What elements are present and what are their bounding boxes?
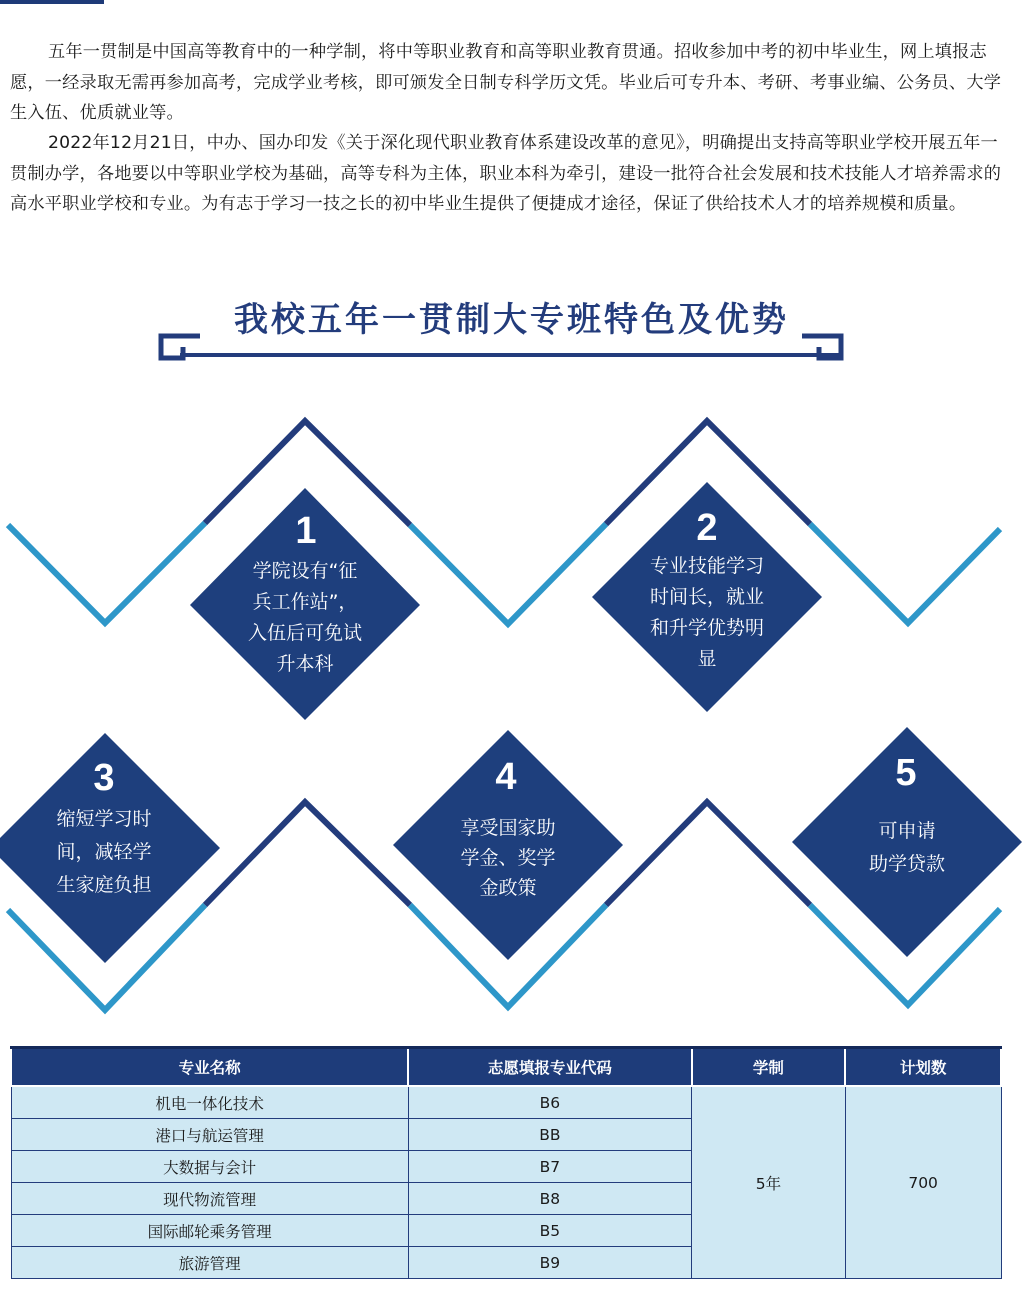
header-major-code: 志愿填报专业代码 <box>408 1048 691 1087</box>
intro-paragraph-1: 五年一贯制是中国高等教育中的一种学制，将中等职业教育和高等职业教育贯通。招收参加中考的初中毕业生，网上填报志愿，一经录取无需再参加高考，完成学业考核，即可颁发全日制专科学历文凭。毕业后可专升本、考研、考事业编、公务员、大学生入伍、优质就业等。 <box>10 42 1002 123</box>
major-name-cell: 现代物流管理 <box>11 1183 408 1215</box>
feature-4-line: 学金、奖学 <box>460 847 556 869</box>
features-diamond-graphic <box>0 400 1023 1030</box>
feature-1-number: 1 <box>295 510 317 552</box>
major-name-cell: 国际邮轮乘务管理 <box>11 1215 408 1247</box>
header-plan-count: 计划数 <box>845 1048 1001 1087</box>
major-code-cell: B5 <box>408 1215 691 1247</box>
feature-4-number: 4 <box>495 756 517 798</box>
feature-5-line: 可申请 <box>878 820 936 842</box>
feature-1-line: 入伍后可免试 <box>247 622 362 644</box>
feature-2-line: 和升学优势明 <box>649 617 764 639</box>
feature-5-line: 助学贷款 <box>868 853 945 875</box>
feature-1-text <box>215 556 395 680</box>
section-title: 我校五年一贯制大专班特色及优势 <box>234 300 789 340</box>
feature-3-text <box>14 803 194 902</box>
title-frame-ornament <box>0 320 1023 365</box>
feature-1-line: 升本科 <box>276 653 334 675</box>
major-name-cell: 港口与航运管理 <box>11 1119 408 1151</box>
feature-2-line: 时间长，就业 <box>649 586 764 608</box>
feature-4-line: 享受国家助 <box>460 817 556 839</box>
duration-cell: 5年 <box>692 1086 846 1279</box>
major-code-cell: B8 <box>408 1183 691 1215</box>
feature-5-number: 5 <box>895 752 917 794</box>
major-name-cell: 机电一体化技术 <box>11 1086 408 1119</box>
feature-2-number: 2 <box>696 507 718 549</box>
major-name-cell: 旅游管理 <box>11 1247 408 1279</box>
plan-count-cell: 700 <box>845 1086 1001 1279</box>
major-name-cell: 大数据与会计 <box>11 1151 408 1183</box>
majors-table <box>10 1046 1002 1279</box>
feature-1-line: 兵工作站”， <box>252 591 358 613</box>
intro-paragraph-2: 2022年12月21日，中办、国办印发《关于深化现代职业教育体系建设改革的意见》，明确提出支持高等职业学校开展五年一贯制办学，各地要以中等职业学校为基础，高等专科为主体，职业本科为牵引，建设一批符合社会发展和技术技能人才培养需求的高水平职业学校和专业。为有志于学习一技之长的初中毕业生提供了便捷成才途径，保证了供给技术人才的培养规模和质量。 <box>10 133 1002 214</box>
header-duration: 学制 <box>692 1048 846 1087</box>
feature-3-line: 缩短学习时 <box>56 808 152 830</box>
top-accent-bar <box>0 0 104 4</box>
feature-4-text <box>418 813 598 903</box>
major-code-cell: B7 <box>408 1151 691 1183</box>
feature-4-line: 金政策 <box>479 877 537 899</box>
header-major-name: 专业名称 <box>11 1048 408 1087</box>
major-code-cell: B6 <box>408 1086 691 1119</box>
feature-3-line: 间，减轻学 <box>56 841 152 863</box>
feature-2-text <box>617 551 797 675</box>
table-header-row <box>11 1048 1001 1087</box>
feature-2-line: 专业技能学习 <box>649 555 764 577</box>
major-code-cell: BB <box>408 1119 691 1151</box>
table-row <box>11 1086 1001 1119</box>
feature-1-line: 学院设有“征 <box>252 560 358 582</box>
feature-3-line: 生家庭负担 <box>56 874 152 896</box>
feature-3-number: 3 <box>93 757 115 799</box>
major-code-cell: B9 <box>408 1247 691 1279</box>
feature-2-line: 显 <box>697 648 717 670</box>
feature-5-text <box>817 815 997 881</box>
